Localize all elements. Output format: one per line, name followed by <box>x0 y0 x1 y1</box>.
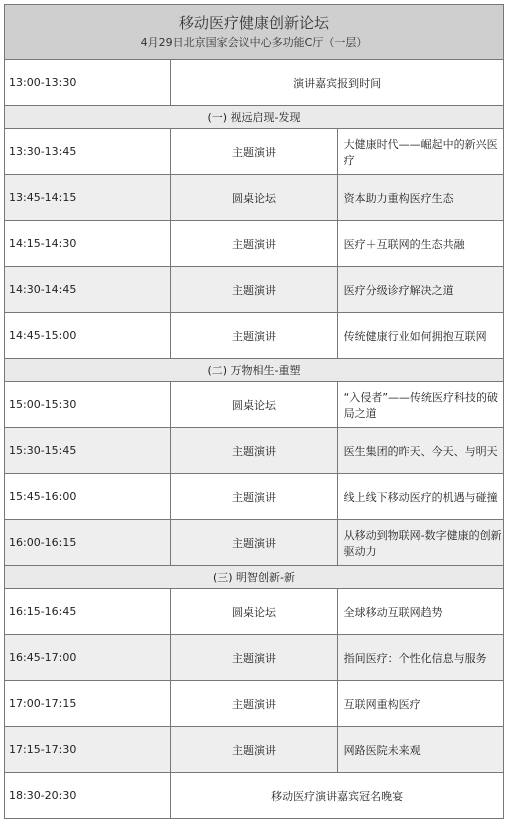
agenda-row <box>5 727 504 773</box>
time-cell: 15:30-15:45 <box>5 428 171 474</box>
agenda-row <box>5 428 504 474</box>
topic-cell: 全球移动互联网趋势 <box>337 589 503 635</box>
session-type-cell: 主题演讲 <box>171 474 337 520</box>
time-cell: 18:30-20:30 <box>5 773 171 819</box>
session-type-cell: 圆桌论坛 <box>171 589 337 635</box>
section-header <box>5 106 504 129</box>
agenda-row <box>5 681 504 727</box>
time-cell: 13:45-14:15 <box>5 175 171 221</box>
session-type-cell: 主题演讲 <box>171 313 337 359</box>
section-title: (三) 明智创新-新 <box>5 566 504 589</box>
time-cell: 14:15-14:30 <box>5 221 171 267</box>
session-type-cell: 主题演讲 <box>171 428 337 474</box>
time-cell: 17:00-17:15 <box>5 681 171 727</box>
session-type-cell: 主题演讲 <box>171 267 337 313</box>
event-cell: 移动医疗演讲嘉宾冠名晚宴 <box>171 773 504 819</box>
agenda-row <box>5 221 504 267</box>
agenda-table <box>4 4 504 819</box>
agenda-row <box>5 267 504 313</box>
event-cell: 演讲嘉宾报到时间 <box>171 60 504 106</box>
agenda-row <box>5 129 504 175</box>
time-cell: 14:30-14:45 <box>5 267 171 313</box>
page-subtitle: 4月29日北京国家会议中心多功能C厅（一层） <box>140 36 368 49</box>
time-cell: 16:45-17:00 <box>5 635 171 681</box>
topic-cell: “入侵者”——传统医疗科技的破局之道 <box>337 382 503 428</box>
time-cell: 14:45-15:00 <box>5 313 171 359</box>
session-type-cell: 主题演讲 <box>171 681 337 727</box>
session-type-cell: 主题演讲 <box>171 520 337 566</box>
section-title: (一) 视远启现-发现 <box>5 106 504 129</box>
page-title: 移动医疗健康创新论坛 <box>178 14 329 32</box>
time-cell: 13:30-13:45 <box>5 129 171 175</box>
time-cell: 13:00-13:30 <box>5 60 171 106</box>
agenda-header <box>5 5 504 60</box>
agenda <box>4 4 504 819</box>
topic-cell: 传统健康行业如何拥抱互联网 <box>337 313 503 359</box>
session-type-cell: 主题演讲 <box>171 727 337 773</box>
topic-cell: 医生集团的昨天、今天、与明天 <box>337 428 503 474</box>
time-cell: 15:45-16:00 <box>5 474 171 520</box>
topic-cell: 网路医院未来观 <box>337 727 503 773</box>
agenda-row <box>5 175 504 221</box>
topic-cell: 指间医疗：个性化信息与服务 <box>337 635 503 681</box>
session-type-cell: 圆桌论坛 <box>171 175 337 221</box>
topic-cell: 医疗＋互联网的生态共融 <box>337 221 503 267</box>
session-type-cell: 主题演讲 <box>171 221 337 267</box>
agenda-row <box>5 589 504 635</box>
section-title: (二) 万物相生-重塑 <box>5 359 504 382</box>
agenda-header-cell <box>5 5 504 60</box>
topic-cell: 互联网重构医疗 <box>337 681 503 727</box>
agenda-row-event <box>5 773 504 819</box>
topic-cell: 从移动到物联网-数字健康的创新驱动力 <box>337 520 503 566</box>
session-type-cell: 主题演讲 <box>171 635 337 681</box>
section-header <box>5 566 504 589</box>
topic-cell: 资本助力重构医疗生态 <box>337 175 503 221</box>
agenda-row <box>5 382 504 428</box>
session-type-cell: 主题演讲 <box>171 129 337 175</box>
topic-cell: 大健康时代——崛起中的新兴医疗 <box>337 129 503 175</box>
section-header <box>5 359 504 382</box>
agenda-row <box>5 313 504 359</box>
time-cell: 16:00-16:15 <box>5 520 171 566</box>
session-type-cell: 圆桌论坛 <box>171 382 337 428</box>
topic-cell: 医疗分级诊疗解决之道 <box>337 267 503 313</box>
topic-cell: 线上线下移动医疗的机遇与碰撞 <box>337 474 503 520</box>
time-cell: 16:15-16:45 <box>5 589 171 635</box>
agenda-row <box>5 635 504 681</box>
agenda-row <box>5 474 504 520</box>
time-cell: 17:15-17:30 <box>5 727 171 773</box>
time-cell: 15:00-15:30 <box>5 382 171 428</box>
agenda-row <box>5 520 504 566</box>
agenda-row-event <box>5 60 504 106</box>
